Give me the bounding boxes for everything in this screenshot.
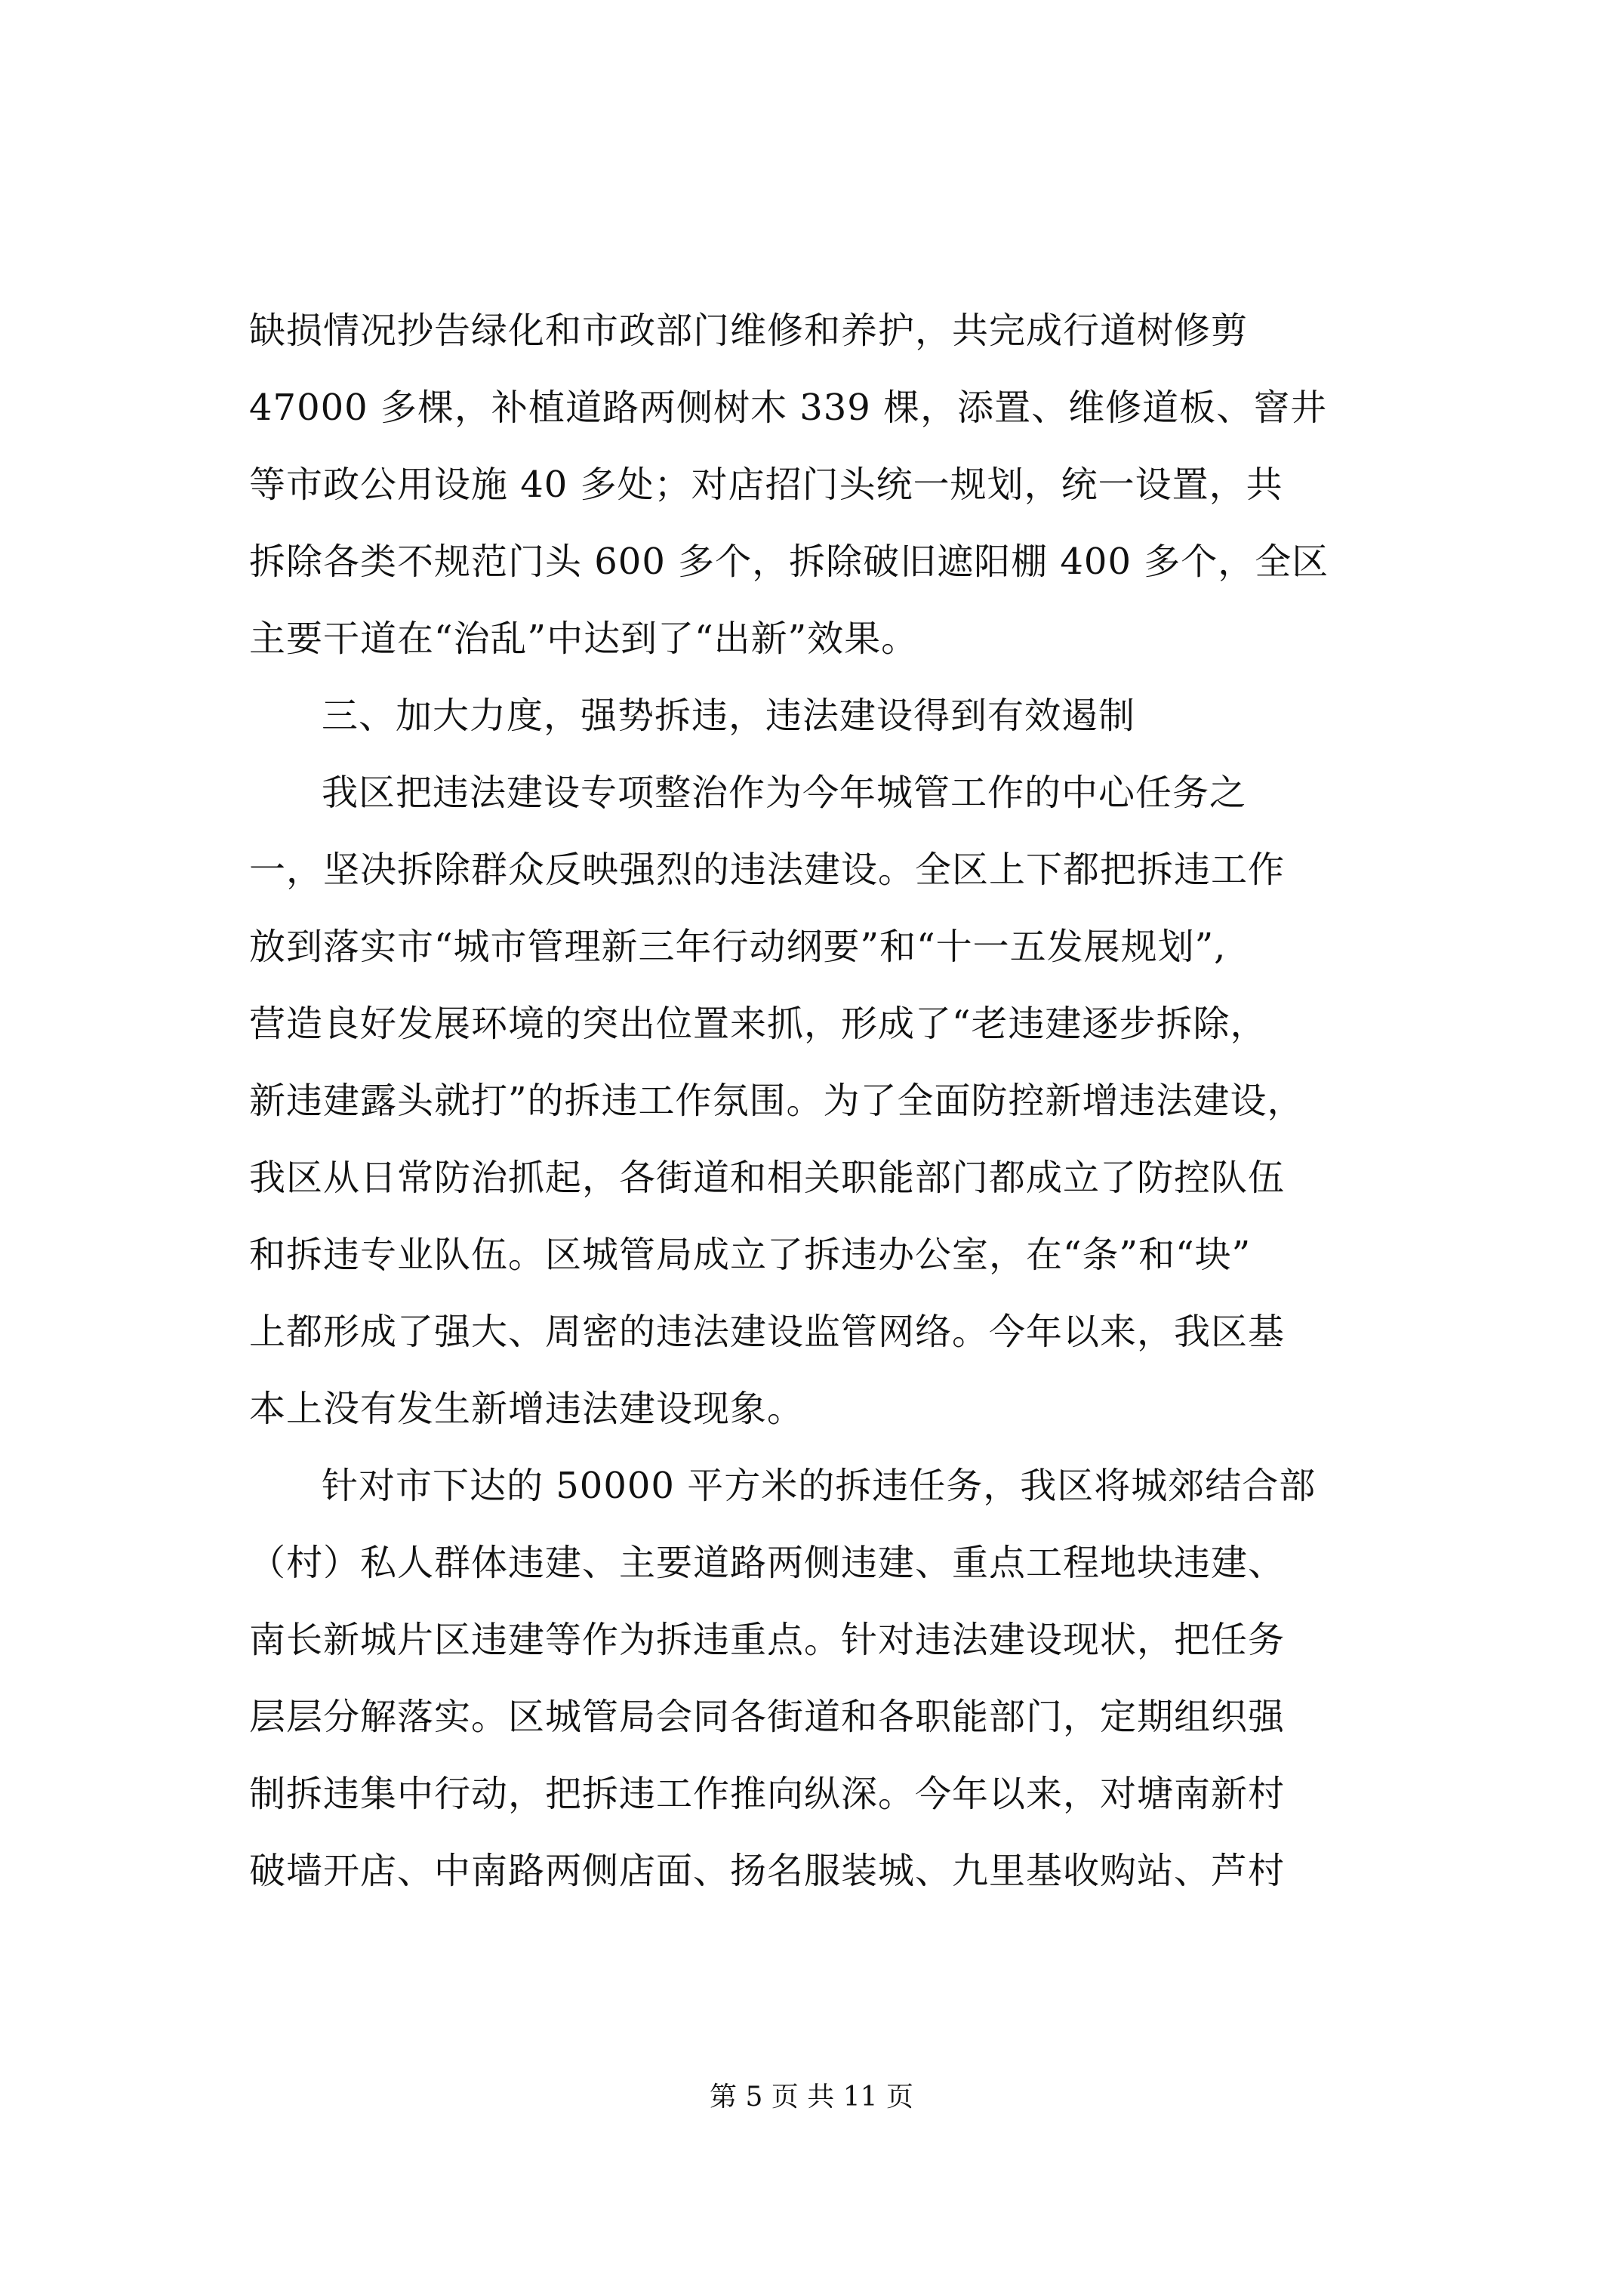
body-line: 针对市下达的 50000 平方米的拆违任务，我区将城郊结合部 xyxy=(322,1465,1317,1507)
body-line: 缺损情况抄告绿化和市政部门维修和养护，共完成行道树修剪 xyxy=(249,310,1249,352)
body-line: 本上没有发生新增违法建设现象。 xyxy=(249,1388,805,1430)
body-line: 上都形成了强大、周密的违法建设监管网络。今年以来，我区基 xyxy=(249,1311,1286,1353)
body-line: 拆除各类不规范门头 600 多个，拆除破旧遮阳棚 400 多个，全区 xyxy=(249,541,1329,583)
body-line: 新违建露头就打”的拆违工作氛围。为了全面防控新增违法建设， xyxy=(249,1080,1304,1122)
body-line: 我区把违法建设专项整治作为今年城管工作的中心任务之 xyxy=(322,772,1247,814)
body-line: 破墙开店、中南路两侧店面、扬名服装城、九里基收购站、芦村 xyxy=(249,1850,1286,1892)
body-line: 层层分解落实。区城管局会同各街道和各职能部门，定期组织强 xyxy=(249,1696,1286,1738)
section-heading: 三、加大力度，强势拆违，违法建设得到有效遏制 xyxy=(322,695,1136,737)
body-line: 放到落实市“城市管理新三年行动纲要”和“十一五发展规划”, xyxy=(249,926,1227,968)
body-line: 制拆违集中行动，把拆违工作推向纵深。今年以来，对塘南新村 xyxy=(249,1773,1286,1815)
body-line: 营造良好发展环境的突出位置来抓，形成了“老违建逐步拆除， xyxy=(249,1003,1267,1045)
body-line: 47000 多棵，补植道路两侧树木 339 棵，添置、维修道板、窨井 xyxy=(249,387,1328,429)
body-line: 我区从日常防治抓起，各街道和相关职能部门都成立了防控队伍 xyxy=(249,1157,1286,1199)
page-footer: 第 5 页 共 11 页 xyxy=(710,2082,913,2113)
body-line: 主要干道在“治乱”中达到了“出新”效果。 xyxy=(249,618,919,660)
body-line: 一，坚决拆除群众反映强烈的违法建设。全区上下都把拆违工作 xyxy=(249,849,1286,891)
body-line: 等市政公用设施 40 多处；对店招门头统一规划，统一设置，共 xyxy=(249,464,1283,506)
body-line: 南长新城片区违建等作为拆违重点。针对违法建设现状，把任务 xyxy=(249,1619,1286,1661)
body-line: 和拆违专业队伍。区城管局成立了拆违办公室，在“条”和“块” xyxy=(249,1234,1252,1276)
body-line: （村）私人群体违建、主要道路两侧违建、重点工程地块违建、 xyxy=(249,1542,1286,1584)
